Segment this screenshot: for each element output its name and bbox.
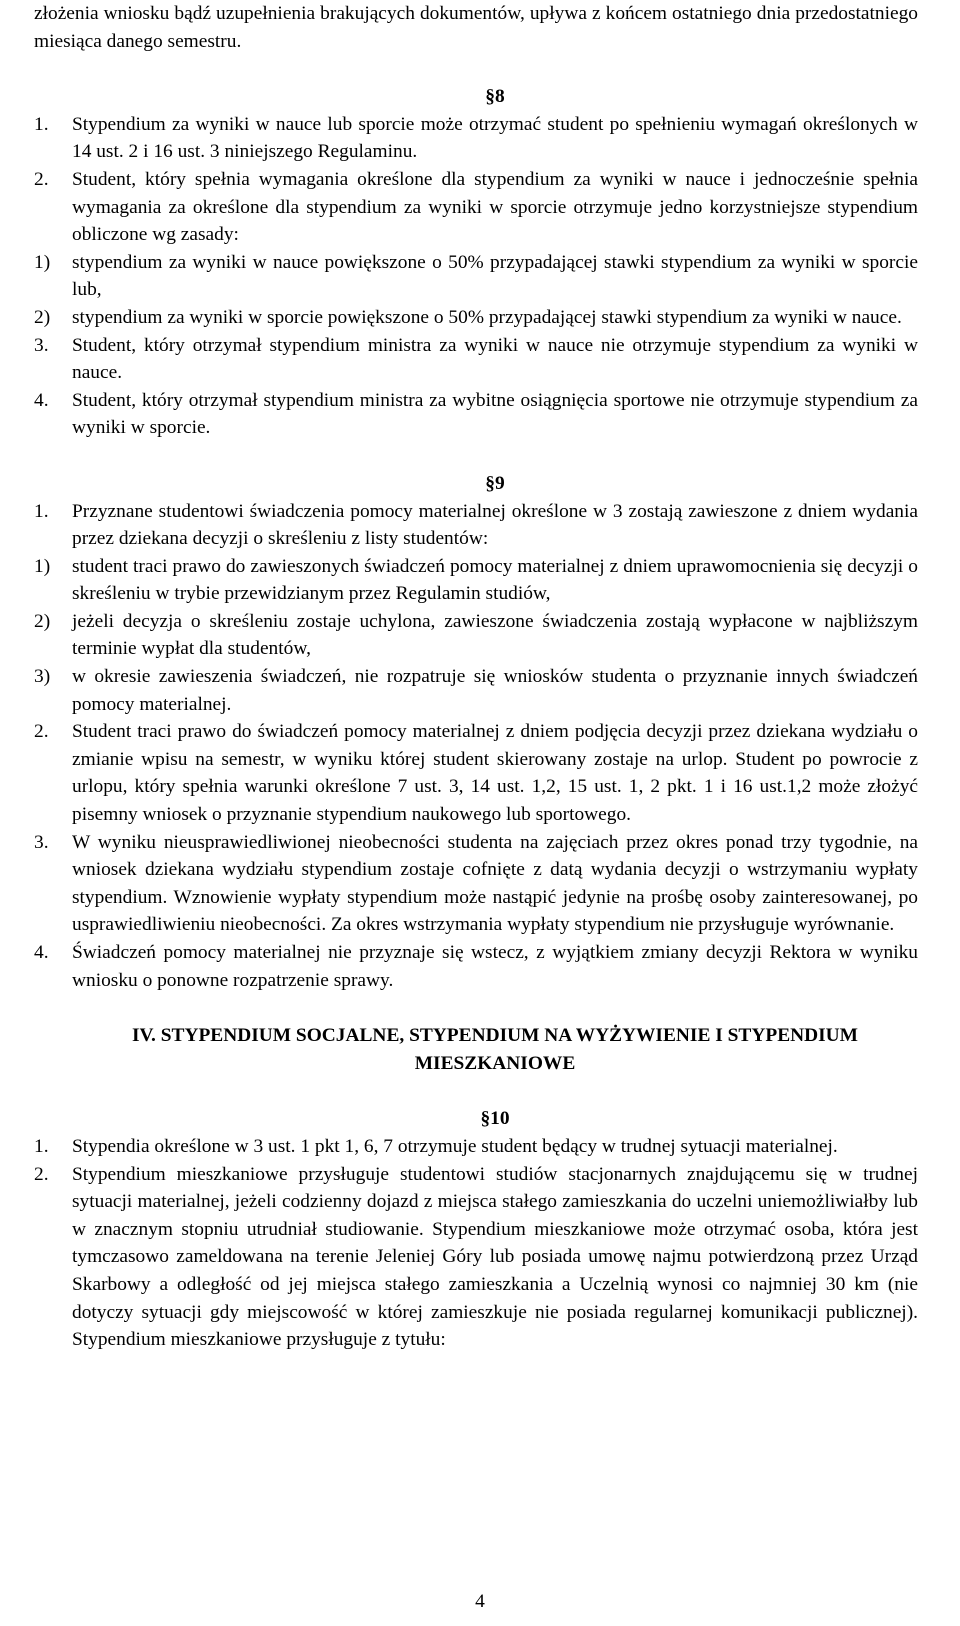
sec10-item-1: 1. Stypendia określone w 3 ust. 1 pkt 1, 6, 7 otrzymuje student będący w trudnej sytuacji materialnej. [34, 1135, 838, 1157]
sec8-item-4: 4. Student, który otrzymał stypendium ministra za wybitne osiągnięcia sportowe nie otrzymuje stypendium za wyniki w sporcie. [34, 389, 918, 439]
continuation-paragraph: złożenia wniosku bądź uzupełnienia brakujących dokumentów, upływa z końcem ostatniego dnia przedostatniego miesiąca danego semestru. [34, 3, 918, 52]
section-8-title: §8 [485, 86, 505, 108]
sec9-item-4: 4. Świadczeń pomocy materialnej nie przyznaje się wstecz, z wyjątkiem zmiany decyzji Rektora w wyniku wniosku o ponowne rozpatrzenie sprawy. [34, 942, 918, 991]
sec9-item-3: 3. W wyniku nieusprawiedliwionej nieobecności studenta na zajęciach przez okres ponad trzy tygodnie, na wniosek dziekana wydziału stypendium zostaje cofnięte z datą wydania decyzji o wstrzymaniu wypłaty stypendium. Wznowienie wypłaty stypendium może nastąpić jedynie na prośbę osoby zainteresowanej, po usprawiedliwieniu nieobecności. Za okres wstrzymania wypłaty stypendium nie przysługuje wyrównanie. [34, 831, 918, 936]
sec8-subitem-1: 1) stypendium za wyniki w nauce powiększone o 50% przypadającej stawki stypendium za wyniki w sporcie lub, [34, 251, 918, 301]
page-number: 4 [475, 1591, 485, 1612]
section-10-title: §10 [480, 1108, 510, 1130]
sec8-item-2: 2. Student, który spełnia wymagania określone dla stypendium za wyniki w nauce i jednocześnie spełnia wymagania za określone dla stypendium za wyniki w sporcie otrzymuje jedno korzystniejsze stypendium obliczone wg zasady: [34, 168, 918, 246]
section-9-title: §9 [485, 472, 505, 494]
sec9-subitem-1: 1) student traci prawo do zawieszonych świadczeń pomocy materialnej z dniem uprawomocnienia się decyzji o skreśleniu w trybie przewidzianym przez Regulamin studiów, [34, 555, 918, 605]
chapter-heading: IV. STYPENDIUM SOCJALNE, STYPENDIUM NA WYŻYWIENIE I STYPENDIUM MIESZKANIOWE [131, 1025, 858, 1074]
sec9-subitem-3: 3) w okresie zawieszenia świadczeń, nie rozpatruje się wniosków studenta o przyznanie innych świadczeń pomocy materialnej. [34, 666, 918, 715]
sec9-item-1: 1. Przyznane studentowi świadczenia pomocy materialnej określone w 3 zostają zawieszone z dniem wydania przez dziekana decyzji o skreśleniu z listy studentów: [34, 500, 918, 550]
sec9-subitem-2: 2) jeżeli decyzja o skreśleniu zostaje uchylona, zawieszone świadczenia zostają wypłacone w najbliższym terminie wypłat dla studentów, [34, 610, 918, 660]
sec8-subitem-2: 2) stypendium za wyniki w sporcie powiększone o 50% przypadającej stawki stypendium za wyniki w nauce. [34, 306, 902, 328]
sec8-item-3: 3. Student, który otrzymał stypendium ministra za wyniki w nauce nie otrzymuje stypendium za wyniki w nauce. [34, 334, 918, 384]
sec8-item-1: 1. Stypendium za wyniki w nauce lub sporcie może otrzymać student po spełnieniu wymagań określonych w 14 ust. 2 i 16 ust. 3 niniejszego Regulaminu. [34, 113, 918, 163]
sec9-item-2: 2. Student traci prawo do świadczeń pomocy materialnej z dniem podjęcia decyzji przez dziekana wydziału o zmianie wpisu na semestr, w wyniku której student skierowany zostaje na urlop. Student po powrocie z urlopu, który spełnia warunki określone 7 ust. 3, 14 ust. 1,2, 15 ust. 1, 2 pkt. 1 i 16 ust.1,2 może złożyć pisemny wniosek o przyznanie stypendium naukowego lub sportowego. [34, 721, 918, 826]
sec10-item-2: 2. Stypendium mieszkaniowe przysługuje studentowi studiów stacjonarnych znajdującemu się w trudnej sytuacji materialnej, jeżeli codzienny dojazd z miejsca stałego zamieszkania do uczelni uniemożliwiałby lub w znacznym stopniu utrudniał studiowanie. Stypendium mieszkaniowe może otrzymać osoba, która jest tymczasowo zameldowana na terenie Jeleniej Góry lub posiada umowę najmu potwierdzoną przez Urząd Skarbowy a odległość od jej miejsca stałego zamieszkania a Uczelnią wynosi co najmniej 30 km (nie dotyczy sytuacji gdy miejscowość w której zamieszkuje nie posiada regularnej komunikacji publicznej). Stypendium mieszkaniowe przysługuje z tytułu: [34, 1163, 918, 1351]
